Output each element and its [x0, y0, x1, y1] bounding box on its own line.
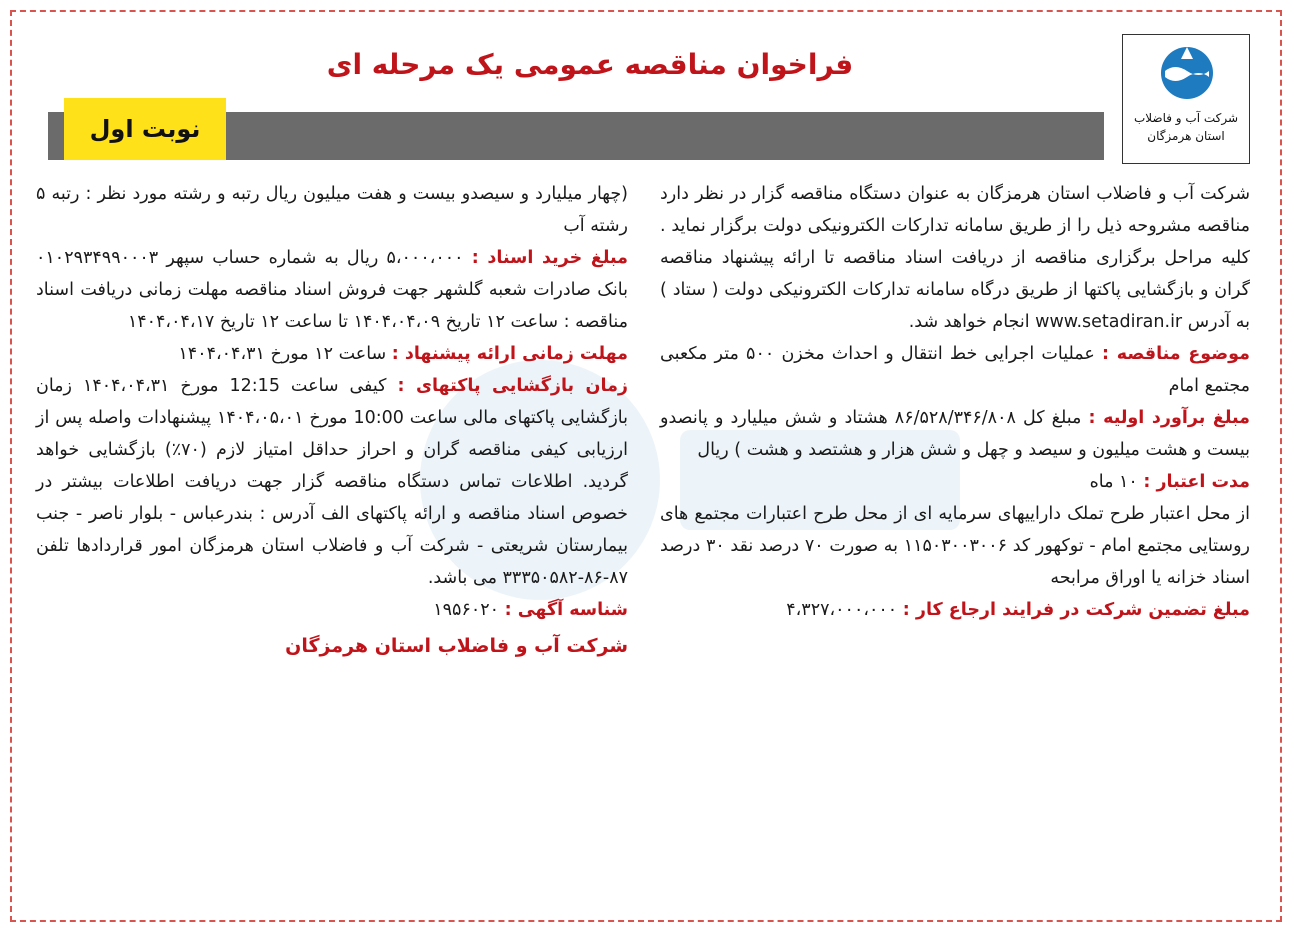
left-column — [36, 178, 628, 663]
logo-caption — [1127, 109, 1245, 145]
estimate-label: مبلغ برآورد اولیه : — [1088, 408, 1250, 428]
purchase-label: مبلغ خرید اسناد : — [471, 248, 628, 268]
logo-line-2: استان هرمزگان — [1147, 129, 1225, 143]
id-paragraph — [36, 594, 628, 626]
company-logo — [1122, 34, 1250, 164]
intro-paragraph — [660, 178, 1250, 338]
website-link[interactable]: www.setadiran.ir — [1035, 312, 1183, 332]
subject-label: موضوع مناقصه : — [1102, 344, 1250, 364]
notice-id-text: ۱۹۵۶۰۲۰ — [433, 600, 500, 620]
subject-paragraph — [660, 338, 1250, 402]
notice-id-label: شناسه آگهی : — [504, 600, 628, 620]
opening-text: کیفی ساعت 12:15 مورخ ۱۴۰۴،۰۴،۳۱ زمان بازگشایی پاکتهای مالی ساعت 10:00 مورخ ۱۴۰۴،۰۵،۰۱ پیشنهادات واصله پس از ارزیابی کیفی مناقصه گران و احراز حداقل امتیاز لازم (۷۰٪) بازگشایی خواهد گردید. اطلاعات تماس دستگاه مناقصه گزار جهت دریافت اطلاعات بیشتر در خصوص اسناد مناقصه و ارائه پاکتهای الف آدرس : بندرعباس - بلوار ناصر - جنب بیمارستان شریعتی - شرکت آب و فاضلاب استان هرمزگان امور قراردادها تلفن ۸۷-۸۶-۳۳۳۵۰۵۸۲ می باشد. — [36, 376, 628, 588]
estimate-paragraph — [660, 402, 1250, 466]
page-title: فراخوان مناقصه عمومی یک مرحله ای — [326, 48, 854, 81]
funding-paragraph — [660, 498, 1250, 594]
purchase-text: ۵،۰۰۰،۰۰۰ ریال به شماره حساب سپهر ۰۱۰۲۹۳۴۹۹۰۰۰۳ بانک صادرات شعبه گلشهر جهت فروش اسناد مناقصه مهلت زمانی دریافت اسناد مناقصه : ساعت ۱۲ تاریخ ۱۴۰۴،۰۴،۰۹ تا ساعت ۱۲ تاریخ ۱۴۰۴،۰۴،۱۷ — [36, 248, 628, 332]
signature-paragraph — [36, 630, 628, 663]
continuation-paragraph — [36, 178, 628, 242]
opening-label: زمان بازگشایی پاکتهای : — [397, 376, 628, 396]
purchase-paragraph — [36, 242, 628, 338]
validity-text: ۱۰ ماه — [1089, 472, 1138, 492]
guarantee-label: مبلغ تضمین شرکت در فرایند ارجاع کار : — [902, 600, 1250, 620]
water-drop-icon — [1157, 41, 1217, 101]
guarantee-paragraph — [660, 594, 1250, 626]
estimate-text: مبلغ کل ۸۶/۵۲۸/۳۴۶/۸۰۸ هشتاد و شش میلیارد و پانصدو بیست و هشت میلیون و سیصد و چهل و شش هزار و هشتصد و هشت ) ریال — [660, 408, 1250, 460]
opening-paragraph — [36, 370, 628, 594]
validity-paragraph — [660, 466, 1250, 498]
validity-label: مدت اعتبار : — [1143, 472, 1250, 492]
deadline-paragraph — [36, 338, 628, 370]
guarantee-text: ۴،۳۲۷،۰۰۰،۰۰۰ — [786, 600, 898, 620]
intro-end-text: انجام خواهد شد. — [908, 312, 1030, 332]
signature-text: شرکت آب و فاضلاب استان هرمزگان — [285, 635, 628, 657]
right-column — [660, 178, 1250, 626]
funding-text: از محل اعتبار طرح تملک داراییهای سرمایه ای از محل طرح اعتبارات مجتمع های روستایی مجتمع امام - توکهور کد ۱۱۵۰۳۰۰۳۰۰۶ به صورت ۷۰ درصد نقد ۳۰ درصد اسناد خزانه یا اوراق مرابحه — [660, 504, 1250, 588]
subject-text: عملیات اجرایی خط انتقال و احداث مخزن ۵۰۰ متر مکعبی مجتمع امام — [660, 344, 1250, 396]
deadline-text: ساعت ۱۲ مورخ ۱۴۰۴،۰۴،۳۱ — [178, 344, 387, 364]
intro-text: شرکت آب و فاضلاب استان هرمزگان به عنوان دستگاه مناقصه گزار در نظر دارد مناقصه مشروحه ذیل را از طریق سامانه تدارکات الکترونیکی دولت برگزار نماید . کلیه مراحل برگزاری مناقصه از دریافت اسناد مناقصه تا ارائه پیشنهاد مناقصه گران و بازگشایی پاکتها از طریق درگاه سامانه تدارکات الکترونیکی دولت ( ستاد ) به آدرس — [660, 184, 1250, 332]
logo-line-1: شرکت آب و فاضلاب — [1133, 111, 1239, 125]
round-badge: نوبت اول — [64, 98, 226, 160]
continuation-text: (چهار میلیارد و سیصدو بیست و هفت میلیون ریال رتبه و رشته مورد نظر : رتبه ۵ رشته آب — [36, 184, 628, 236]
deadline-label: مهلت زمانی ارائه پیشنهاد : — [391, 344, 628, 364]
